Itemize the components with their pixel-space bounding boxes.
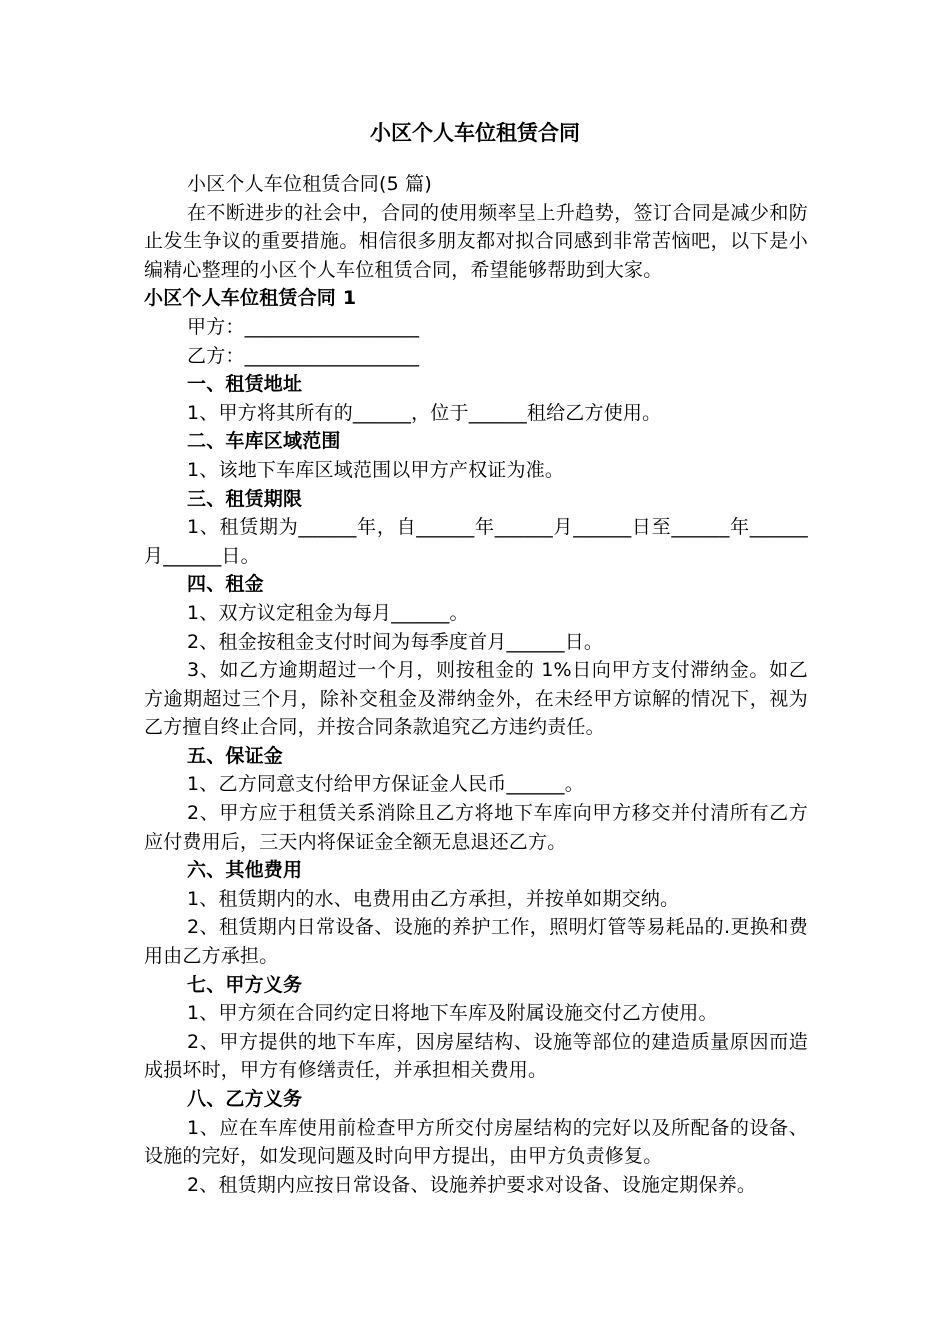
document-subtitle: 小区个人车位租赁合同(5 篇) <box>187 173 432 195</box>
section-item: 1、甲方将其所有的______，位于______租给乙方使用。 <box>187 401 662 424</box>
section-heading: 四、租金 <box>187 573 264 596</box>
section-heading: 五、保证金 <box>187 744 284 767</box>
section-item: 2、甲方提供的地下车库，因房屋结构、设施等部位的建造质量原因而造成损坏时，甲方有修缮责任，并承担相关费用。 <box>144 1030 808 1082</box>
intro-paragraph: 在不断进步的社会中，合同的使用频率呈上升趋势，签订合同是减少和防止发生争议的重要措施。相信很多朋友都对拟合同感到非常苦恼吧，以下是小编精心整理的小区个人车位租赁合同，希望能够帮助到大家。 <box>144 201 808 281</box>
section-item: 3、如乙方逾期超过一个月，则按租金的 1%日向甲方支付滞纳金。如乙方逾期超过三个月，除补交租金及滞纳金外，在未经甲方谅解的情况下，视为乙方擅自终止合同，并按合同条款追究乙方违约责任。 <box>144 659 808 739</box>
section-item: 2、甲方应于租赁关系消除且乙方将地下车库向甲方移交并付清所有乙方应付费用后，三天内将保证金全额无息退还乙方。 <box>144 802 808 853</box>
party-a-line: 甲方：__________________ <box>187 315 420 338</box>
section-heading: 八、乙方义务 <box>187 1088 303 1110</box>
section-heading: 三、租赁期限 <box>187 487 303 510</box>
party-b-line: 乙方：__________________ <box>187 344 420 367</box>
section-item: 2、租赁期内日常设备、设施的养护工作，照明灯管等易耗品的.更换和费用由乙方承担。 <box>144 916 808 968</box>
section-heading: 六、其他费用 <box>187 859 303 882</box>
document-title: 小区个人车位租赁合同 <box>370 121 580 145</box>
contract-heading: 小区个人车位租赁合同 1 <box>144 287 357 310</box>
section-item: 1、甲方须在合同约定日将地下车库及附属设施交付乙方使用。 <box>187 1002 718 1025</box>
section-heading: 一、租赁地址 <box>187 373 303 396</box>
section-item: 1、租赁期为______年，自______年______月______日至______年______月______日。 <box>144 516 808 567</box>
section-item: 1、租赁期内的水、电费用由乙方承担，并按单如期交纳。 <box>187 887 680 910</box>
section-item: 1、应在车库使用前检查甲方所交付房屋结构的完好以及所配备的设备、设施的完好，如发现问题及时向甲方提出，由甲方负责修复。 <box>144 1116 808 1168</box>
section-item: 2、租金按租金支付时间为每季度首月______日。 <box>187 630 604 653</box>
document-body <box>144 170 808 1199</box>
section-heading: 二、车库区域范围 <box>187 430 341 453</box>
section-item: 1、乙方同意支付给甲方保证金人民币______。 <box>187 773 584 796</box>
section-item: 1、双方议定租金为每月______。 <box>187 601 469 624</box>
section-heading: 七、甲方义务 <box>187 973 303 996</box>
section-item: 1、该地下车库区域范围以甲方产权证为准。 <box>187 458 565 481</box>
section-item: 2、租赁期内应按日常设备、设施养护要求对设备、设施定期保养。 <box>187 1173 757 1196</box>
